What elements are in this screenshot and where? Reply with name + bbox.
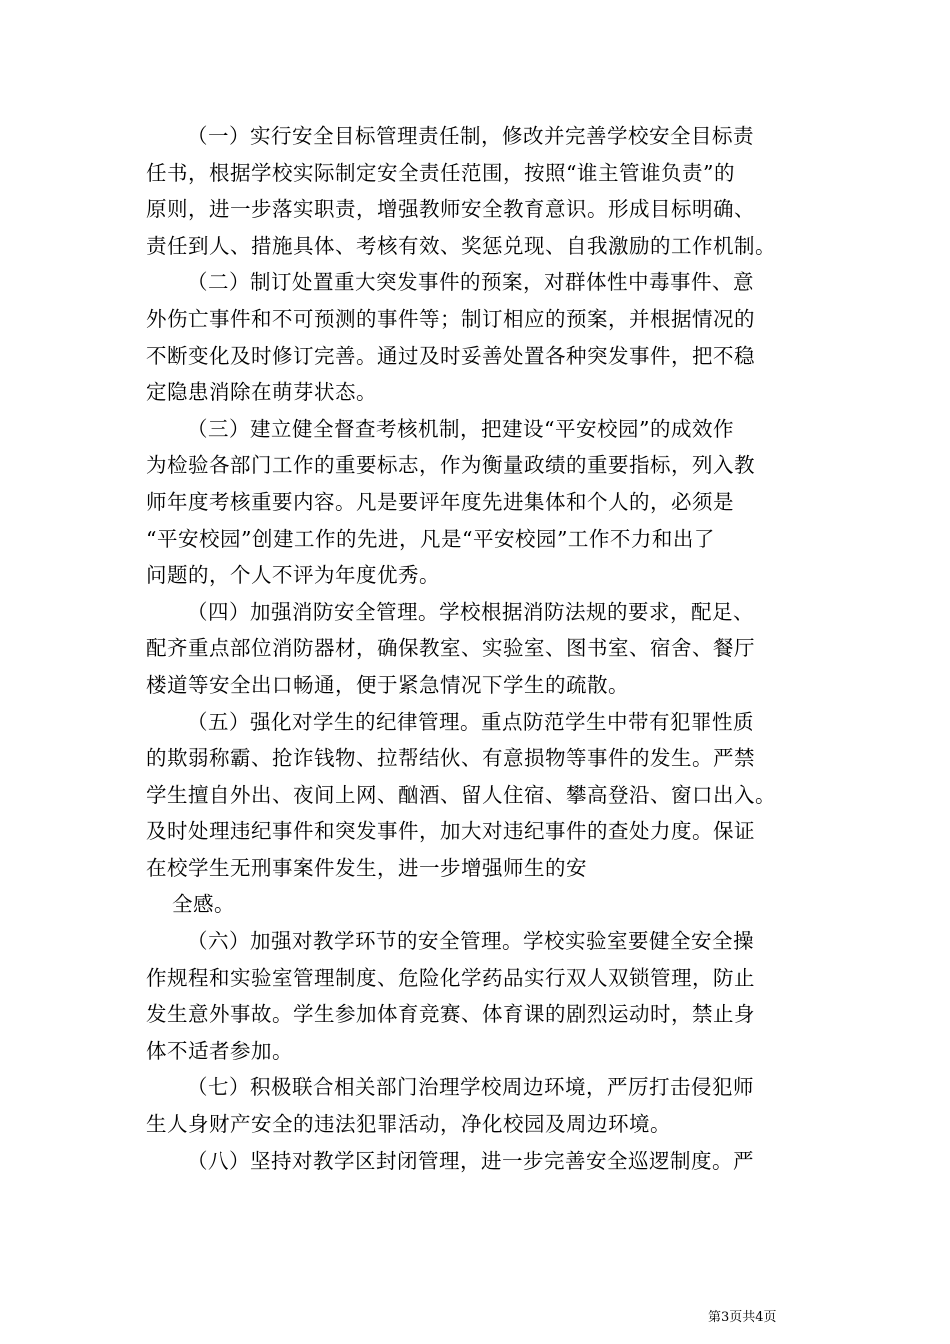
paragraph-line: 楼道等安全出口畅通，便于紧急情况下学生的疏散。 xyxy=(146,672,629,697)
paragraph-line: 师年度考核重要内容。凡是要评年度先进集体和个人的，必须是 xyxy=(146,489,734,514)
paragraph xyxy=(146,264,814,410)
paragraph xyxy=(146,704,814,887)
paragraph-line: 作规程和实验室管理制度、危险化学药品实行双人双锁管理，防止 xyxy=(146,965,755,990)
paragraph-line: 学生擅自外出、夜间上网、酗酒、留人住宿、攀高登沿、窗口出入。 xyxy=(146,782,776,807)
paragraph-line: 发生意外事故。学生参加体育竞赛、体育课的剧烈运动时，禁止身 xyxy=(146,1002,755,1027)
paragraph-line: 问题的，个人不评为年度优秀。 xyxy=(146,563,440,588)
paragraph-line: （二）制订处置重大突发事件的预案，对群体性中毒事件、意 xyxy=(187,270,754,295)
paragraph-line: 在校学生无刑事案件发生，进一步增强师生的安 xyxy=(146,855,587,880)
paragraph-line: “平安校园”创建工作的先进，凡是“平安校园”工作不力和出了 xyxy=(146,526,715,551)
paragraph xyxy=(146,1069,814,1142)
paragraph-line: 生人身财产安全的违法犯罪活动，净化校园及周边环境。 xyxy=(146,1112,671,1137)
paragraph xyxy=(146,411,814,594)
paragraph-line: （六）加强对教学环节的安全管理。学校实验室要健全安全操 xyxy=(187,929,754,954)
paragraph xyxy=(146,594,814,704)
paragraph-line: （五）强化对学生的纪律管理。重点防范学生中带有犯罪性质 xyxy=(187,709,754,734)
paragraph-line: （三）建立健全督查考核机制，把建设“平安校园”的成效作 xyxy=(187,416,734,441)
paragraph-line: 及时处理违纪事件和突发事件，加大对违纪事件的查处力度。保证 xyxy=(146,819,755,844)
page-number-footer: 第3页共4页 xyxy=(708,1310,777,1325)
paragraph-line: 的欺弱称霸、抢诈钱物、拉帮结伙、有意损物等事件的发生。严禁 xyxy=(146,746,755,771)
paragraph-line: 原则，进一步落实职责，增强教师安全教育意识。形成目标明确、 xyxy=(146,197,755,222)
paragraph-line: （七）积极联合相关部门治理学校周边环境，严厉打击侵犯师 xyxy=(187,1075,754,1100)
document-body xyxy=(146,118,814,1179)
paragraph-line: 体不适者参加。 xyxy=(146,1038,293,1063)
paragraph xyxy=(146,1143,814,1180)
paragraph-line: 为检验各部门工作的重要标志，作为衡量政绩的重要指标，列入教 xyxy=(146,453,755,478)
paragraph-line: （四）加强消防安全管理。学校根据消防法规的要求，配足、 xyxy=(187,599,754,624)
paragraph-continuation: 全感。 xyxy=(172,892,235,917)
paragraph-line: 配齐重点部位消防器材，确保教室、实验室、图书室、宿舍、餐厅 xyxy=(146,636,755,661)
paragraph xyxy=(146,118,814,264)
paragraph-line: 外伤亡事件和不可预测的事件等；制订相应的预案，并根据情况的 xyxy=(146,306,755,331)
paragraph-line: 责任到人、措施具体、考核有效、奖惩兑现、自我激励的工作机制。 xyxy=(146,233,776,258)
paragraph-line: 定隐患消除在萌芽状态。 xyxy=(146,380,377,405)
paragraph-line: 任书，根据学校实际制定安全责任范围，按照“谁主管谁负责”的 xyxy=(146,160,735,185)
paragraph-line: （八）坚持对教学区封闭管理，进一步完善安全巡逻制度。严 xyxy=(187,1148,754,1173)
paragraph xyxy=(146,923,814,1069)
paragraph-line: 不断变化及时修订完善。通过及时妥善处置各种突发事件，把不稳 xyxy=(146,343,755,368)
paragraph-line: （一）实行安全目标管理责任制，修改并完善学校安全目标责 xyxy=(187,124,754,148)
